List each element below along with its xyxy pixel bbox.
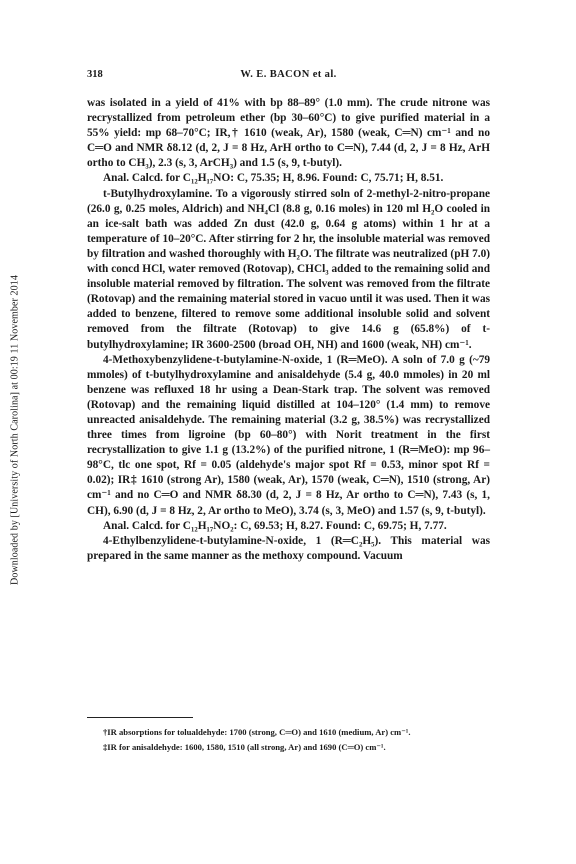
paragraph-ethylbenzylidene: 4-Ethylbenzylidene-t-butylamine-N-oxide, 1 (R═C₂H₅). This material was prepared in the same manner as the methoxy compound. Vacuum [87, 534, 490, 562]
paragraph-nitrone-isolation: was isolated in a yield of 41% with bp 88–89° (1.0 mm). The crude nitrone was recrystallized from petroleum ether (bp 30–60°C) to give purified material in a 55% yield: mp 68–70°C; IR,† 1610 (weak, Ar), 1580 (weak, C═N) cm⁻¹ and no C═O and NMR δ8.12 (d, 2, J = 8 Hz, ArH ortho to C═N), 7.44 (d, 2, J = 8 Hz, ArH ortho to CH₃), 2.3 (s, 3, ArCH₃) and 1.5 (s, 9, t-butyl). [87, 97, 490, 170]
footnote-tolualdehyde: †IR absorptions for tolualdehyde: 1700 (strong, C═O) and 1610 (medium, Ar) cm⁻¹. [103, 727, 411, 737]
page-number: 318 [87, 69, 103, 80]
footnotes [87, 725, 490, 755]
download-watermark [4, 150, 26, 710]
paragraph-analysis-2: Anal. Calcd. for C₁₂H₁₇NO₂: C, 69.53; H, 8.27. Found: C, 69.75; H, 7.77. [103, 519, 447, 532]
running-header [87, 69, 490, 83]
paragraph-methoxybenzylidene: 4-Methoxybenzylidene-t-butylamine-N-oxide, 1 (R═MeO). A soln of 7.0 g (~79 mmoles) of t-butylhydroxylamine and anisaldehyde (5.4 g, 40.0 mmoles) in 20 ml benzene was refluxed 18 hr using a Dean-Stark trap. The solvent was removed (Rotovap) and the remaining liquid distilled at 104–120° (1.4 mm) to remove unreacted anisaldehyde. The remaining material (3.2 g, 38.5%) was recrystallized three times from ligroine (bp 60–80°) with Norit treatment in the first recrystallization to give 1.1 g (13.2%) of the purified nitrone, 1 (R═MeO): mp 96–98°C, tlc one spot, Rf = 0.05 (aldehyde's major spot Rf = 0.53, minor spot Rf = 0.02); IR‡ 1610 (strong Ar), 1580 (weak, Ar), 1570 (weak, C═N), 1510 (strong, Ar) cm⁻¹ and no C═O and NMR δ8.30 (d, 2, J = 8 Hz, Ar ortho to C═N), 7.43 (s, 1, CH), 6.90 (d, J = 8 Hz, 2, Ar ortho to MeO), 3.74 (s, 3, MeO) and 1.57 (s, 9, t-butyl). [87, 353, 490, 517]
article-body [87, 96, 490, 564]
footnote-anisaldehyde: ‡IR for anisaldehyde: 1600, 1580, 1510 (all strong, Ar) and 1690 (C═O) cm⁻¹. [103, 742, 386, 752]
footnote-divider [87, 717, 193, 718]
download-note: Downloaded by [University of North Carolina] at 00:19 11 November 2014 [9, 275, 21, 585]
paragraph-analysis-1: Anal. Calcd. for C₁₂H₁₇NO: C, 75.35; H, 8.96. Found: C, 75.71; H, 8.51. [103, 172, 444, 185]
running-head-authors: W. E. BACON et al. [240, 69, 337, 80]
paragraph-t-butylhydroxylamine: t-Butylhydroxylamine. To a vigorously stirred soln of 2-methyl-2-nitro-propane (26.0 g, 0.25 moles, Aldrich) and NH₄Cl (8.8 g, 0.16 moles) in 120 ml H₂O cooled in an ice-salt bath was added Zn dust (42.0 g, 0.64 g atoms) within 1 hr at a temperature of 10–20°C. After stirring for 2 hr, the insoluble material was removed by filtration and washed thoroughly with H₂O. The filtrate was neutralized (pH 7.0) with concd HCl, water removed (Rotovap), CHCl₃ added to the remaining solid and insoluble material removed by filtration. The solvent was removed from the filtrate (Rotovap) and the remaining material stored in vacuo until it was used. Then it was added to benzene, filtered to remove some additional insoluble solid and solvent removed from the filtrate (Rotovap) to give 14.6 g (65.8%) of t-butylhydroxylamine; IR 3600-2500 (broad OH, NH) and 1600 (weak, NH) cm⁻¹. [87, 187, 490, 351]
